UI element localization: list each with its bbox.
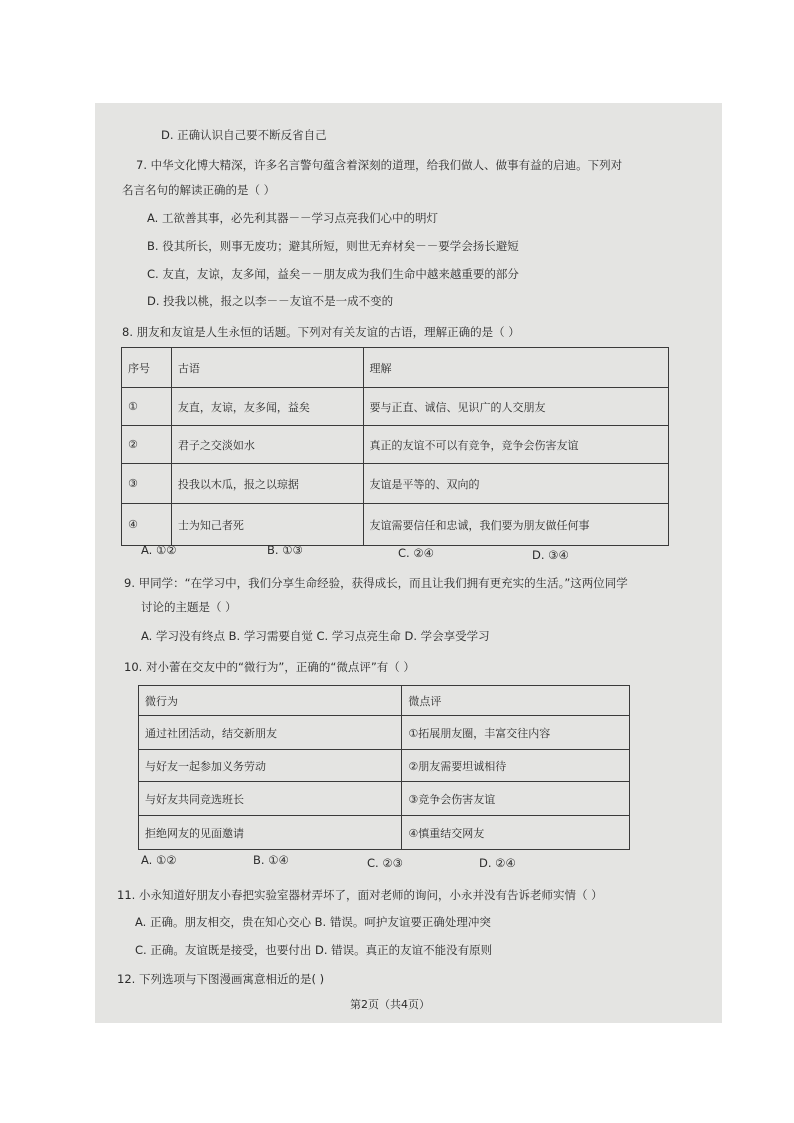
q7-stem-line2: 名言名句的解读正确的是（ ） — [122, 183, 276, 197]
q7-stem-line1: 7. 中华文化博大精深，许多名言警句蕴含着深刻的道理，给我们做人、做事有益的启迪。下列对 — [136, 158, 623, 172]
table-row — [122, 426, 669, 464]
table-cell: ④慎重结交网友 — [402, 816, 630, 850]
header-cell: 古语 — [171, 348, 363, 388]
table-cell: ②朋友需要坦诚相待 — [402, 750, 630, 782]
table-cell: 君子之交淡如水 — [171, 426, 363, 464]
table-cell: ② — [122, 426, 172, 464]
table-header-row — [122, 348, 669, 388]
table-row — [139, 750, 630, 782]
table-row — [122, 388, 669, 426]
q9-stem-line1: 9. 甲同学：“在学习中，我们分享生命经验，获得成长，而且让我们拥有更充实的生活。”这两位同学 — [124, 576, 628, 590]
q7-option-d: D. 投我以桃，报之以李－－友谊不是一成不变的 — [147, 294, 394, 308]
q11-stem: 11. 小永知道好朋友小春把实验室器材弄坏了，面对老师的询问，小永并没有告诉老师实情（ ） — [117, 888, 603, 902]
q8-stem: 8. 朋友和友谊是人生永恒的话题。下列对有关友谊的古语，理解正确的是（ ） — [122, 325, 520, 339]
table-row — [122, 464, 669, 504]
q12-stem: 12. 下列选项与下图漫画寓意相近的是( ) — [117, 972, 325, 986]
table-header-row — [139, 686, 630, 716]
table-row — [139, 816, 630, 850]
q10-option-b: B. ①④ — [253, 853, 289, 867]
table-row — [139, 716, 630, 750]
table-cell: ④ — [122, 504, 172, 546]
q10-stem: 10. 对小蕾在交友中的“微行为”，正确的“微点评”有（ ） — [124, 660, 415, 674]
table-cell: 友谊是平等的、双向的 — [363, 464, 669, 504]
table-cell: 真正的友谊不可以有竞争，竞争会伤害友谊 — [363, 426, 669, 464]
table-row — [139, 782, 630, 816]
q9-options: A. 学习没有终点 B. 学习需要自觉 C. 学习点亮生命 D. 学会享受学习 — [141, 629, 490, 643]
table-cell: 士为知己者死 — [171, 504, 363, 546]
header-cell: 理解 — [363, 348, 669, 388]
table-cell: 拒绝网友的见面邀请 — [139, 816, 402, 850]
q7-option-a: A. 工欲善其事，必先利其器－－学习点亮我们心中的明灯 — [147, 211, 438, 225]
table-cell: 友谊需要信任和忠诚，我们要为朋友做任何事 — [363, 504, 669, 546]
header-cell: 微行为 — [139, 686, 402, 716]
header-cell: 序号 — [122, 348, 172, 388]
q9-stem-line2: 讨论的主题是（ ） — [141, 600, 237, 614]
q10-option-c: C. ②③ — [367, 856, 403, 870]
table-cell: 要与正直、诚信、见识广的人交朋友 — [363, 388, 669, 426]
q7-option-b: B. 役其所长，则事无废功；避其所短，则世无弃材矣－－要学会扬长避短 — [147, 239, 519, 253]
table-cell: 友直，友谅，友多闻，益矣 — [171, 388, 363, 426]
q6-option-d: D. 正确认识自己要不断反省自己 — [161, 128, 327, 142]
q10-option-a: A. ①② — [141, 853, 177, 867]
table-cell: ① — [122, 388, 172, 426]
table-cell: 与好友共同竞选班长 — [139, 782, 402, 816]
q8-option-b: B. ①③ — [267, 543, 303, 557]
exam-page — [95, 103, 722, 1023]
table-cell: ③竞争会伤害友谊 — [402, 782, 630, 816]
table-cell: 投我以木瓜，报之以琼据 — [171, 464, 363, 504]
q8-option-a: A. ①② — [141, 543, 177, 557]
q7-option-c: C. 友直，友谅，友多闻，益矣－－朋友成为我们生命中越来越重要的部分 — [147, 267, 519, 281]
table-cell: 与好友一起参加义务劳动 — [139, 750, 402, 782]
table-cell: ③ — [122, 464, 172, 504]
table-row — [122, 504, 669, 546]
table-cell: ①拓展朋友圈，丰富交往内容 — [402, 716, 630, 750]
header-cell: 微点评 — [402, 686, 630, 716]
q11-options-cd: C. 正确。友谊既是接受，也要付出 D. 错误。真正的友谊不能没有原则 — [135, 943, 493, 957]
q8-option-d: D. ③④ — [532, 548, 569, 562]
q10-option-d: D. ②④ — [479, 856, 516, 870]
page-number: 第2页（共4页） — [350, 998, 430, 1011]
table-cell: 通过社团活动，结交新朋友 — [139, 716, 402, 750]
q8-option-c: C. ②④ — [398, 546, 434, 560]
q11-options-ab: A. 正确。朋友相交，贵在知心交心 B. 错误。呵护友谊要正确处理冲突 — [135, 915, 491, 929]
q8-table — [121, 347, 669, 546]
q10-table — [138, 685, 630, 850]
